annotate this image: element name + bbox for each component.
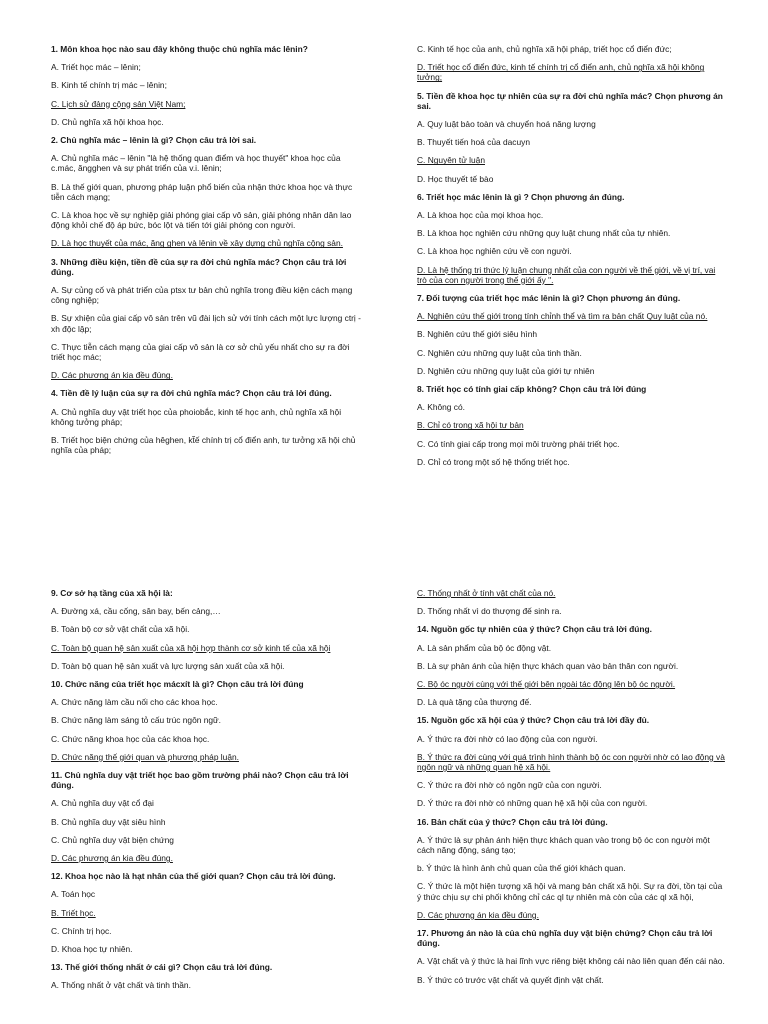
answer-option: A. Thống nhất ở vật chất và tinh thần. <box>51 980 191 991</box>
question-text: 1. Môn khoa học nào sau đây không thuộc chủ nghĩa mác lênin? <box>51 44 308 54</box>
question-text: 5. Tiền đề khoa học tự nhiên của sự ra đời chủ nghĩa mác? Chọn phương án sai. <box>417 90 723 111</box>
answer-option: D. Toàn bộ quan hệ sản xuất và lực lượng sản xuất của xã hội. <box>51 660 285 671</box>
answer-option: A. Vật chất và ý thức là hai lĩnh vực riêng biệt không cái nào liên quan đến cái nào. <box>417 956 725 967</box>
correct-answer-option: D. Các phương án kia đều đúng. <box>51 370 173 381</box>
answer-option: B. Nghiên cứu thế giới siêu hình <box>417 329 538 340</box>
correct-answer-option: C. Bộ óc người cùng với thế giới bên ngoài tác động lên bộ óc người. <box>417 679 676 690</box>
question-text: 4. Tiền đề lý luận của sự ra đời chủ nghĩa mác? Chọn câu trả lời đúng. <box>51 388 332 399</box>
answer-option: B. Chủ nghĩa duy vật siêu hình <box>51 816 166 827</box>
answer-option: B. Toàn bộ cơ sở vật chất của xã hội. <box>51 624 190 635</box>
question-text: 11. Chủ nghĩa duy vật triết học bao gồm trường phái nào? Chọn câu trả lời đúng. <box>51 770 349 791</box>
page-2-left-column <box>51 588 361 999</box>
answer-option: C. Là khoa học nghiên cứu về con người. <box>417 246 572 257</box>
answer-option: D. Ý thức ra đời nhờ có những quan hệ xã hội của con người. <box>417 798 648 809</box>
correct-answer-option: B. Chỉ có trong xã hội tư bản <box>417 420 524 431</box>
question-text: 12. Khoa học nào là hạt nhân của thế giới quan? Chọn câu trả lời đúng. <box>51 871 336 882</box>
answer-option: C. Chủ nghĩa duy vật biện chứng <box>51 834 174 845</box>
document-page-2 <box>0 512 768 1024</box>
answer-option: B. Là khoa học nghiên cứu những quy luật chung nhất của tự nhiên. <box>417 228 671 239</box>
correct-answer-option: B. Triết học. <box>51 907 96 918</box>
answer-option: C. Thực tiễn cách mạng của giai cấp vô sản là cơ sở chủ yếu nhất cho sự ra đời triết học mác; <box>51 341 350 363</box>
answer-option: A. Ý thức là sự phản ánh hiện thực khách quan vào trong bộ óc con người một cách năng động, sáng tạo; <box>417 834 710 856</box>
answer-option: A. Chủ nghĩa duy vật triết học của phoiobắc, kinh tế học anh, chủ nghĩa xã hội không tưởng pháp; <box>51 406 342 427</box>
answer-option: B. Triết học biện chứng của hêghen, kt̃ế chính trị cổ điển anh, tư tưởng xã hội chủ nghĩa của pháp; <box>51 435 356 456</box>
answer-option: B. Kinh tế chính trị mác – lênin; <box>51 80 167 91</box>
answer-option: B. Là sự phản ánh của hiện thực khách quan vào bản thân con người. <box>417 660 679 671</box>
question-text: 2. Chủ nghĩa mác – lênin là gì? Chọn câu trả lời sai. <box>51 135 257 146</box>
question-text: 13. Thế giới thống nhất ở cái gì? Chọn câu trả lời đúng. <box>51 962 273 973</box>
answer-option: A. Sự củng cố và phát triển của ptsx tư bản chủ nghĩa trong điều kiện cách mạng công nghiệp; <box>51 285 353 306</box>
answer-option: C. Nghiên cứu những quy luật của tinh thần. <box>417 347 582 358</box>
question-text: 7. Đối tượng của triết học mác lênin là gì? Chọn phương án đúng. <box>417 293 681 304</box>
correct-answer-option: D. Các phương án kia đều đúng. <box>417 909 539 920</box>
question-text: 14. Nguồn gốc tự nhiên của ý thức? Chọn câu trả lời đúng. <box>417 624 652 635</box>
page-1-right-column <box>417 44 727 475</box>
answer-option: A. Là sản phẩm của bộ óc động vật. <box>417 642 552 653</box>
question-text: 16. Bản chất của ý thức? Chọn câu trả lời đúng. <box>417 816 608 827</box>
answer-option: A. Là khoa học của mọi khoa học. <box>417 210 544 221</box>
correct-answer-option: D. Là học thuyết của mác, ăng ghen và lênin về xây dựng chủ nghĩa cộng sản. <box>51 238 343 249</box>
answer-option: B. Ý thức có trước vật chất và quyết định vật chất. <box>417 974 604 985</box>
answer-option: A. Chủ nghĩa mác – lênin "là hệ thống quan điểm và học thuyết" khoa học của c.mác, ăngghen và sự phát triển của v.i. lênin; <box>51 153 341 174</box>
answer-option: A. Toán học <box>51 889 96 900</box>
correct-answer-option: C. Lịch sử đảng cộng sản Việt Nam; <box>51 98 186 109</box>
answer-option: A. Ý thức ra đời nhờ có lao động của con người. <box>417 733 598 744</box>
answer-option: B. Là thế giới quan, phương pháp luận phổ biến của nhận thức khoa học và thực tiễn cách mạng; <box>51 181 353 202</box>
question-text: 3. Những điều kiện, tiền đề của sự ra đời chủ nghĩa mác? Chọn câu trả lời đúng. <box>51 256 347 277</box>
page-2-right-column <box>417 588 727 993</box>
answer-option: A. Đường xá, cầu cống, sân bay, bến cảng,… <box>51 606 221 617</box>
answer-option: A. Quy luật bảo toàn và chuyển hoá năng lượng <box>417 119 596 130</box>
question-text: 17. Phương án nào là của chủ nghĩa duy vật biện chứng? Chọn câu trả lời đúng. <box>417 928 713 949</box>
answer-option: C. Có tính giai cấp trong mọi môi trường phái triết học. <box>417 438 620 449</box>
answer-option: B. Sự xhiện của giai cấp vô sản trên vũ đài lịch sử với tính cách một lực lượng ctrị - xh độc lập; <box>51 313 361 334</box>
answer-option: D. Học thuyết tế bào <box>417 173 494 184</box>
correct-answer-option: A. Nghiên cứu thế giới trong tính chỉnh thể và tìm ra bản chất Quy luật của nó. <box>417 311 708 322</box>
answer-option: B. Chức năng làm sáng tỏ cấu trúc ngôn ngữ. <box>51 715 221 726</box>
answer-option: A. Không có. <box>417 402 465 413</box>
answer-option: B. Thuyết tiến hoá của dacuyn <box>417 137 530 148</box>
answer-option: D. Thống nhất vì do thượng đế sinh ra. <box>417 606 562 617</box>
answer-option: D. Là quà tặng của thượng đế. <box>417 697 532 708</box>
correct-answer-option: B. Ý thức ra đời cùng với quá trình hình thành bộ óc con người nhờ có lao động và ngôn ngữ và những quan hệ xã hội. <box>417 751 725 773</box>
answer-option: C. Là khoa học về sự nghiệp giải phóng giai cấp vô sản, giải phóng nhân dân lao động khỏi chế độ áp bức, bóc lột và tiến tới giải phóng con người. <box>51 210 352 231</box>
answer-option: C. Kinh tế học của anh, chủ nghĩa xã hội pháp, triết học cổ điển đức; <box>417 44 672 54</box>
question-text: 6. Triết học mác lênin là gì ? Chọn phương án đúng. <box>417 191 625 202</box>
correct-answer-option: D. Là hệ thống tri thức lý luận chung nhất của con người về thế giới, về vị trí, vai trò của con người trong thế giới ấy ". <box>417 264 716 285</box>
question-text: 8. Triết học có tính giai cấp không? Chọn câu trả lời đúng <box>417 384 647 395</box>
page-1-left-column <box>51 44 361 463</box>
answer-option: D. Chủ nghĩa xã hội khoa học. <box>51 116 164 127</box>
answer-option: C. Ý thức ra đời nhờ có ngôn ngữ của con người. <box>417 780 602 791</box>
answer-option: C. Ý thức là một hiện tượng xã hội và mang bản chất xã hội. Sự ra đời, tồn tại của ý thức chịu sự chi phối không chỉ các ql tự nhiên mà còn của các ql xã hội, <box>417 881 723 902</box>
correct-answer-option: D. Các phương án kia đều đúng. <box>51 853 173 864</box>
question-text: 15. Nguồn gốc xã hội của ý thức? Chọn câu trả lời đầy đủ. <box>417 715 650 726</box>
correct-answer-option: D. Chức năng thế giới quan và phương pháp luận. <box>51 751 239 762</box>
correct-answer-option: C. Toàn bộ quan hệ sản xuất của xã hội hợp thành cơ sở kinh tế của xã hội <box>51 642 331 653</box>
answer-option: D. Chỉ có trong một số hệ thống triết học. <box>417 456 570 467</box>
answer-option: D. Nghiên cứu những quy luật của giới tự nhiên <box>417 365 595 376</box>
answer-option: C. Chức năng khoa học của các khoa học. <box>51 733 210 744</box>
question-text: 9. Cơ sở hạ tầng của xã hội là: <box>51 588 173 598</box>
answer-option: A. Chủ nghĩa duy vật cổ đại <box>51 798 154 809</box>
answer-option: b. Ý thức là hình ảnh chủ quan của thế giới khách quan. <box>417 863 626 874</box>
answer-option: A. Triết học mác – lênin; <box>51 62 141 73</box>
answer-option: C. Chính trị học. <box>51 925 112 936</box>
correct-answer-option: C. Nguyên tử luận <box>417 155 485 166</box>
answer-option: A. Chức năng làm cầu nối cho các khoa học. <box>51 697 218 708</box>
correct-answer-option: D. Triết học cổ điển đức, kinh tế chính trị cổ điển anh, chủ nghĩa xã hội không tưởng; <box>417 62 705 83</box>
answer-option: D. Khoa học tự nhiên. <box>51 944 133 955</box>
correct-answer-option: C. Thống nhất ở tính vật chất của nó. <box>417 588 556 598</box>
question-text: 10. Chức năng của triết học mácxít là gì? Chọn câu trả lời đúng <box>51 679 304 690</box>
